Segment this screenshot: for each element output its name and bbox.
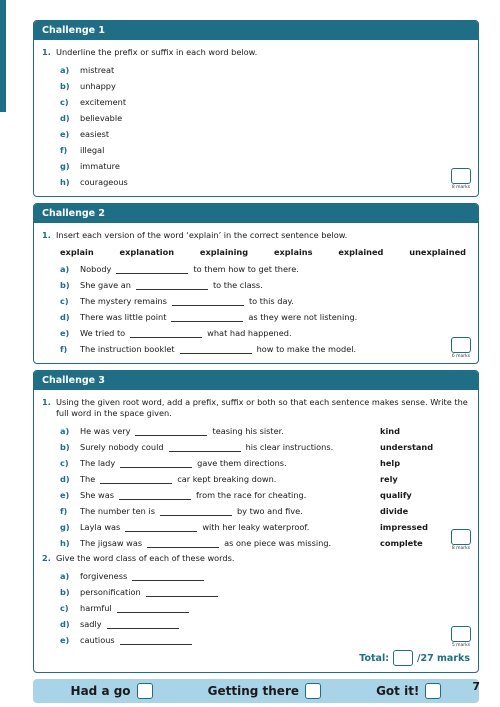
answer-blank[interactable] bbox=[169, 443, 241, 452]
had-a-go: Had a go bbox=[71, 683, 153, 699]
got-it-checkbox[interactable] bbox=[425, 683, 441, 699]
list-item: d) sadly bbox=[60, 616, 470, 632]
total-box[interactable] bbox=[393, 650, 413, 666]
answer-blank[interactable] bbox=[132, 572, 204, 581]
question: 2. Give the word class of each of these words. bbox=[42, 553, 235, 563]
list-item: a) forgiveness bbox=[60, 568, 470, 584]
list-item: g) Layla was with her leaky waterproof. impressed bbox=[60, 519, 470, 535]
answer-blank[interactable] bbox=[119, 491, 191, 500]
marks-box[interactable]: 8 marks bbox=[450, 529, 472, 551]
answer-blank[interactable] bbox=[120, 459, 192, 468]
root-word: complete bbox=[380, 538, 423, 548]
list-item: c) The lady gave them directions. help bbox=[60, 455, 470, 471]
root-word: qualify bbox=[380, 490, 412, 500]
getting-there: Getting there bbox=[208, 683, 321, 699]
list-item: a) mistreat bbox=[60, 65, 115, 75]
list-item: f) The number ten is by two and five. divide bbox=[60, 503, 470, 519]
answer-blank[interactable] bbox=[120, 636, 192, 645]
worksheet-page bbox=[33, 20, 479, 703]
list-item: c) harmful bbox=[60, 600, 470, 616]
list-item: a) He was very teasing his sister. kind bbox=[60, 423, 470, 439]
answer-blank[interactable] bbox=[146, 588, 218, 597]
root-word: kind bbox=[380, 426, 400, 436]
root-word: divide bbox=[380, 506, 409, 516]
answer-blank[interactable] bbox=[172, 297, 244, 306]
had-a-go-checkbox[interactable] bbox=[137, 683, 153, 699]
marks-box[interactable]: 5 marks bbox=[450, 626, 472, 648]
list-item: e) cautious bbox=[60, 632, 470, 648]
challenge-2-title: Challenge 2 bbox=[34, 204, 478, 223]
list-item: e) She was from the race for cheating. qualify bbox=[60, 487, 470, 503]
root-word: help bbox=[380, 458, 401, 468]
challenge-3-card bbox=[33, 370, 479, 673]
challenge-2-card bbox=[33, 203, 479, 364]
list-item: f) illegal bbox=[60, 145, 105, 155]
root-word: rely bbox=[380, 474, 398, 484]
challenge-1-title: Challenge 1 bbox=[34, 21, 478, 40]
list-item: c) The mystery remains to this day. bbox=[60, 296, 294, 306]
answer-blank[interactable] bbox=[125, 523, 197, 532]
answer-blank[interactable] bbox=[130, 329, 202, 338]
answer-blank[interactable] bbox=[180, 345, 252, 354]
challenge-3-title: Challenge 3 bbox=[34, 371, 478, 390]
answer-blank[interactable] bbox=[100, 475, 172, 484]
list-item: e) easiest bbox=[60, 129, 110, 139]
question: 1. Using the given root word, add a prefix, suffix or both so that each sentence makes sense. Write the full word in the space given. bbox=[42, 397, 468, 418]
word-bank: explain explanation explaining explains explained unexplained bbox=[60, 247, 466, 257]
marks-box[interactable]: 6 marks bbox=[450, 337, 472, 359]
question: 1. Insert each version of the word ‘explain’ in the correct sentence below. bbox=[42, 230, 348, 240]
list-item: d) There was little point as they were not listening. bbox=[60, 312, 358, 322]
list-item: a) Nobody to them how to get there. bbox=[60, 264, 299, 274]
challenge-1-card bbox=[33, 20, 479, 197]
root-word: understand bbox=[380, 442, 434, 452]
list-item: g) immature bbox=[60, 161, 120, 171]
answer-blank[interactable] bbox=[147, 539, 219, 548]
list-item: d) believable bbox=[60, 113, 123, 123]
answer-blank[interactable] bbox=[107, 620, 179, 629]
list-item: f) The instruction booklet how to make the model. bbox=[60, 344, 357, 354]
list-item: h) courageous bbox=[60, 177, 128, 187]
list-item: b) personification bbox=[60, 584, 470, 600]
marks-box[interactable]: 8 marks bbox=[450, 168, 472, 190]
answer-blank[interactable] bbox=[160, 507, 232, 516]
list-item: e) We tried to what had happened. bbox=[60, 328, 292, 338]
list-item: b) Surely nobody could his clear instructions. understand bbox=[60, 439, 470, 455]
page-number: 7 bbox=[472, 680, 480, 693]
total-marks: Total: /27 marks bbox=[42, 650, 470, 666]
list-item: c) excitement bbox=[60, 97, 127, 107]
question: 1. Underline the prefix or suffix in each word below. bbox=[42, 47, 258, 57]
answer-blank[interactable] bbox=[136, 281, 208, 290]
list-item: d) The car kept breaking down. rely bbox=[60, 471, 470, 487]
progress-bar bbox=[33, 679, 479, 703]
list-item: h) The jigsaw was as one piece was missing. complete bbox=[60, 535, 470, 551]
list-item: b) unhappy bbox=[60, 81, 116, 91]
answer-blank[interactable] bbox=[116, 265, 188, 274]
root-word: impressed bbox=[380, 522, 428, 532]
answer-blank[interactable] bbox=[135, 427, 207, 436]
answer-blank[interactable] bbox=[171, 313, 243, 322]
sidebar-tab bbox=[0, 0, 6, 112]
getting-there-checkbox[interactable] bbox=[305, 683, 321, 699]
answer-blank[interactable] bbox=[117, 604, 189, 613]
list-item: b) She gave an to the class. bbox=[60, 280, 263, 290]
got-it: Got it! bbox=[376, 683, 441, 699]
